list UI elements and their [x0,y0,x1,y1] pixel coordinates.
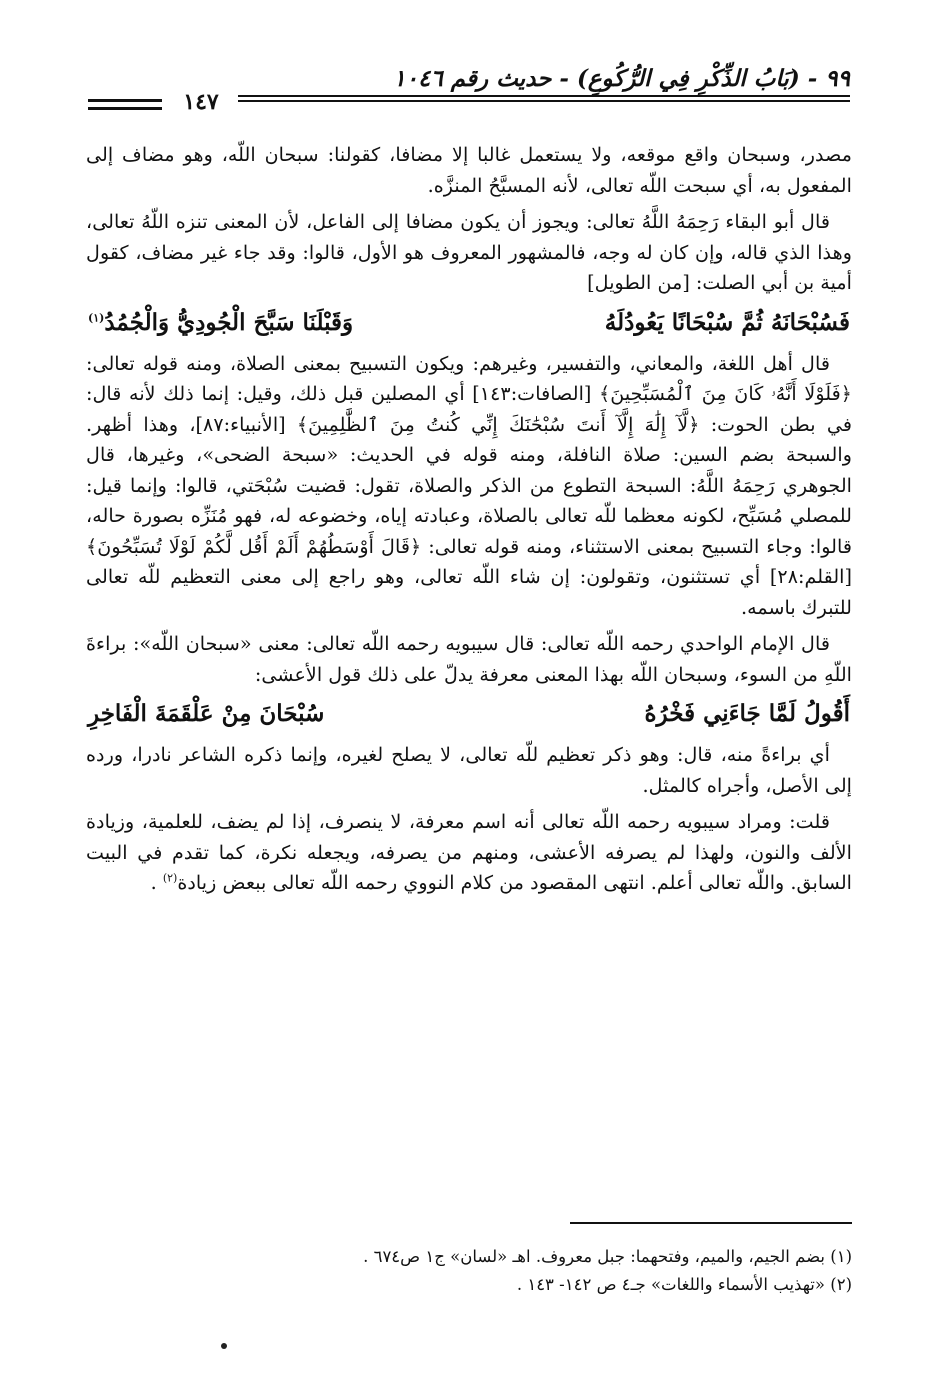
poetry-verse [86,305,852,341]
footnote-ref: (١) [88,310,105,324]
footnote-2: (٢) «تهذيب الأسماء واللغات» جـ٤ ص ١٤٢- ١٤٣ . [516,1275,852,1294]
paragraph-end: . [150,871,163,894]
decorative-rule [88,107,162,110]
paragraph: قال أهل اللغة، والمعاني، والتفسير، وغيرهم: ويكون التسبيح بمعنى الصلاة، ومنه قوله تعالى: ﴿فَلَوْلَا أَنَّهُۥ كَانَ مِنَ ٱلْمُسَبِّحِينَ﴾ [الصافات:١٤٣] أي المصلين قبل ذلك، وقيل: إنما ذلك لأنه قال: في بطن الحوت: ﴿لَّآ إِلَٰهَ إِلَّآ أَنتَ سُبْحَٰنَكَ إِنِّي كُنتُ مِنَ ٱلظَّٰلِمِينَ﴾ [الأنبياء:٨٧]، وهذا أظهر. والسبحة بضم السين: صلاة النافلة، ومنه قوله في الحديث: «سبحة الضحى»، وغيرها، قال الجوهري رَحِمَهُ اللَّهُ: السبحة التطوع من الذكر والصلاة، تقول: قضيت سُبْحَتي، قالوا: وإنما قيل: للمصلي مُسَبِّح، لكونه معظما للّه تعالى بالصلاة، وعبادته إياه، وخضوعه له، فهو مُنَزِّه بصورة حاله، قالوا: وجاء التسبيح بمعنى الاستثناء، ومنه قوله تعالى: ﴿قَالَ أَوْسَطُهُمْ أَلَمْ أَقُل لَّكُمْ لَوْلَا تُسَبِّحُونَ﴾ [القلم:٢٨] أي تستثنون، وتقولون: إن شاء اللّه تعالى، وهو راجع إلى معنى التعظيم للّه تعالى للتبرك باسمه. [86,351,852,619]
decorative-rule [88,99,162,102]
footnote-separator [570,1222,852,1224]
header-rule [238,100,850,102]
main-text [86,140,852,905]
poetry-verse [86,696,852,732]
running-header-title: ٩٩ - (بَابُ الذِّكْرِ فِي الرُّكُوعِ) - حديث رقم ١٠٤٦ [393,65,850,92]
paragraph: أي براءةً منه، قال: وهو ذكر تعظيم للّه تعالى، لا يصلح لغيره، وإنما ذكره الشاعر نادرا، ورده إلى الأصل، وأجراه كالمثل. [86,743,852,797]
verse-hemistich-first: فَسُبْحَانَهُ ثُمَّ سُبْحَانًا يَعُودُلَهُ [604,308,850,336]
paragraph-text: قلت: ومراد سيبويه رحمه اللّه تعالى أنه اسم معرفة، لا ينصرف، إذا لم يضف، للعلمية، وزيادة الألف والنون، ولهذا لم يصرفه الأعشى، ومنهم من يصرفه، ويجعله نكرة، كما تقدم في البيت السابق. واللّه تعالى أعلم. انتهى المقصود من كلام النووي رحمه اللّه تعالى ببعض زيادة [86,810,852,894]
print-mark [221,1343,227,1349]
paragraph: مصدر، وسبحان واقع موقعه، ولا يستعمل غالبا إلا مضافا، كقولنا: سبحان اللّه، وهو مضاف إلى المفعول به، أي سبحت اللّه تعالى، لأنه المسبَّحُ المنزَّه. [86,143,852,197]
verse-hemistich-first: أَقُولُ لَمَّا جَاءَنِي فَخْرُهُ [644,700,850,727]
verse-hemistich-second [88,305,353,341]
verse-hemistich-second: سُبْحَانَ مِنْ عَلْقَمَةَ الْفَاخِرِ [88,700,325,727]
footnote-ref: (٢) [162,871,178,885]
paragraph [86,807,852,899]
footnote-1: (١) بضم الجيم، والميم، وفتحهما: جبل معروف. اهـ «لسان» ج١ ص٦٧٤ . [363,1247,852,1266]
header-rule [238,95,850,97]
paragraph: قال أبو البقاء رَحِمَهُ اللَّهُ تعالى: ويجوز أن يكون مضافا إلى الفاعل، لأن المعنى تنزه اللّهُ تعالى، وهذا الذي قاله، وإن كان له وجه، فالمشهور المعروف هو الأول، قالوا: وقد جاء غير مضاف، كقول أمية بن أبي الصلت: [من الطويل] [86,210,852,294]
verse-text: وَقَبْلَنَا سَبَّحَ الْجُودِيُّ وَالْجُمُدُ [104,308,354,336]
page-number: ١٤٧ [183,89,219,115]
footnotes [86,1243,852,1299]
paragraph: قال الإمام الواحدي رحمه اللّه تعالى: قال سيبويه رحمه اللّه تعالى: معنى «سبحان اللّه»: براءةَ اللّهِ من السوء، وسبحان اللّه بهذا المعنى معرفة يدلّ على ذلك قول الأعشى: [86,632,852,686]
